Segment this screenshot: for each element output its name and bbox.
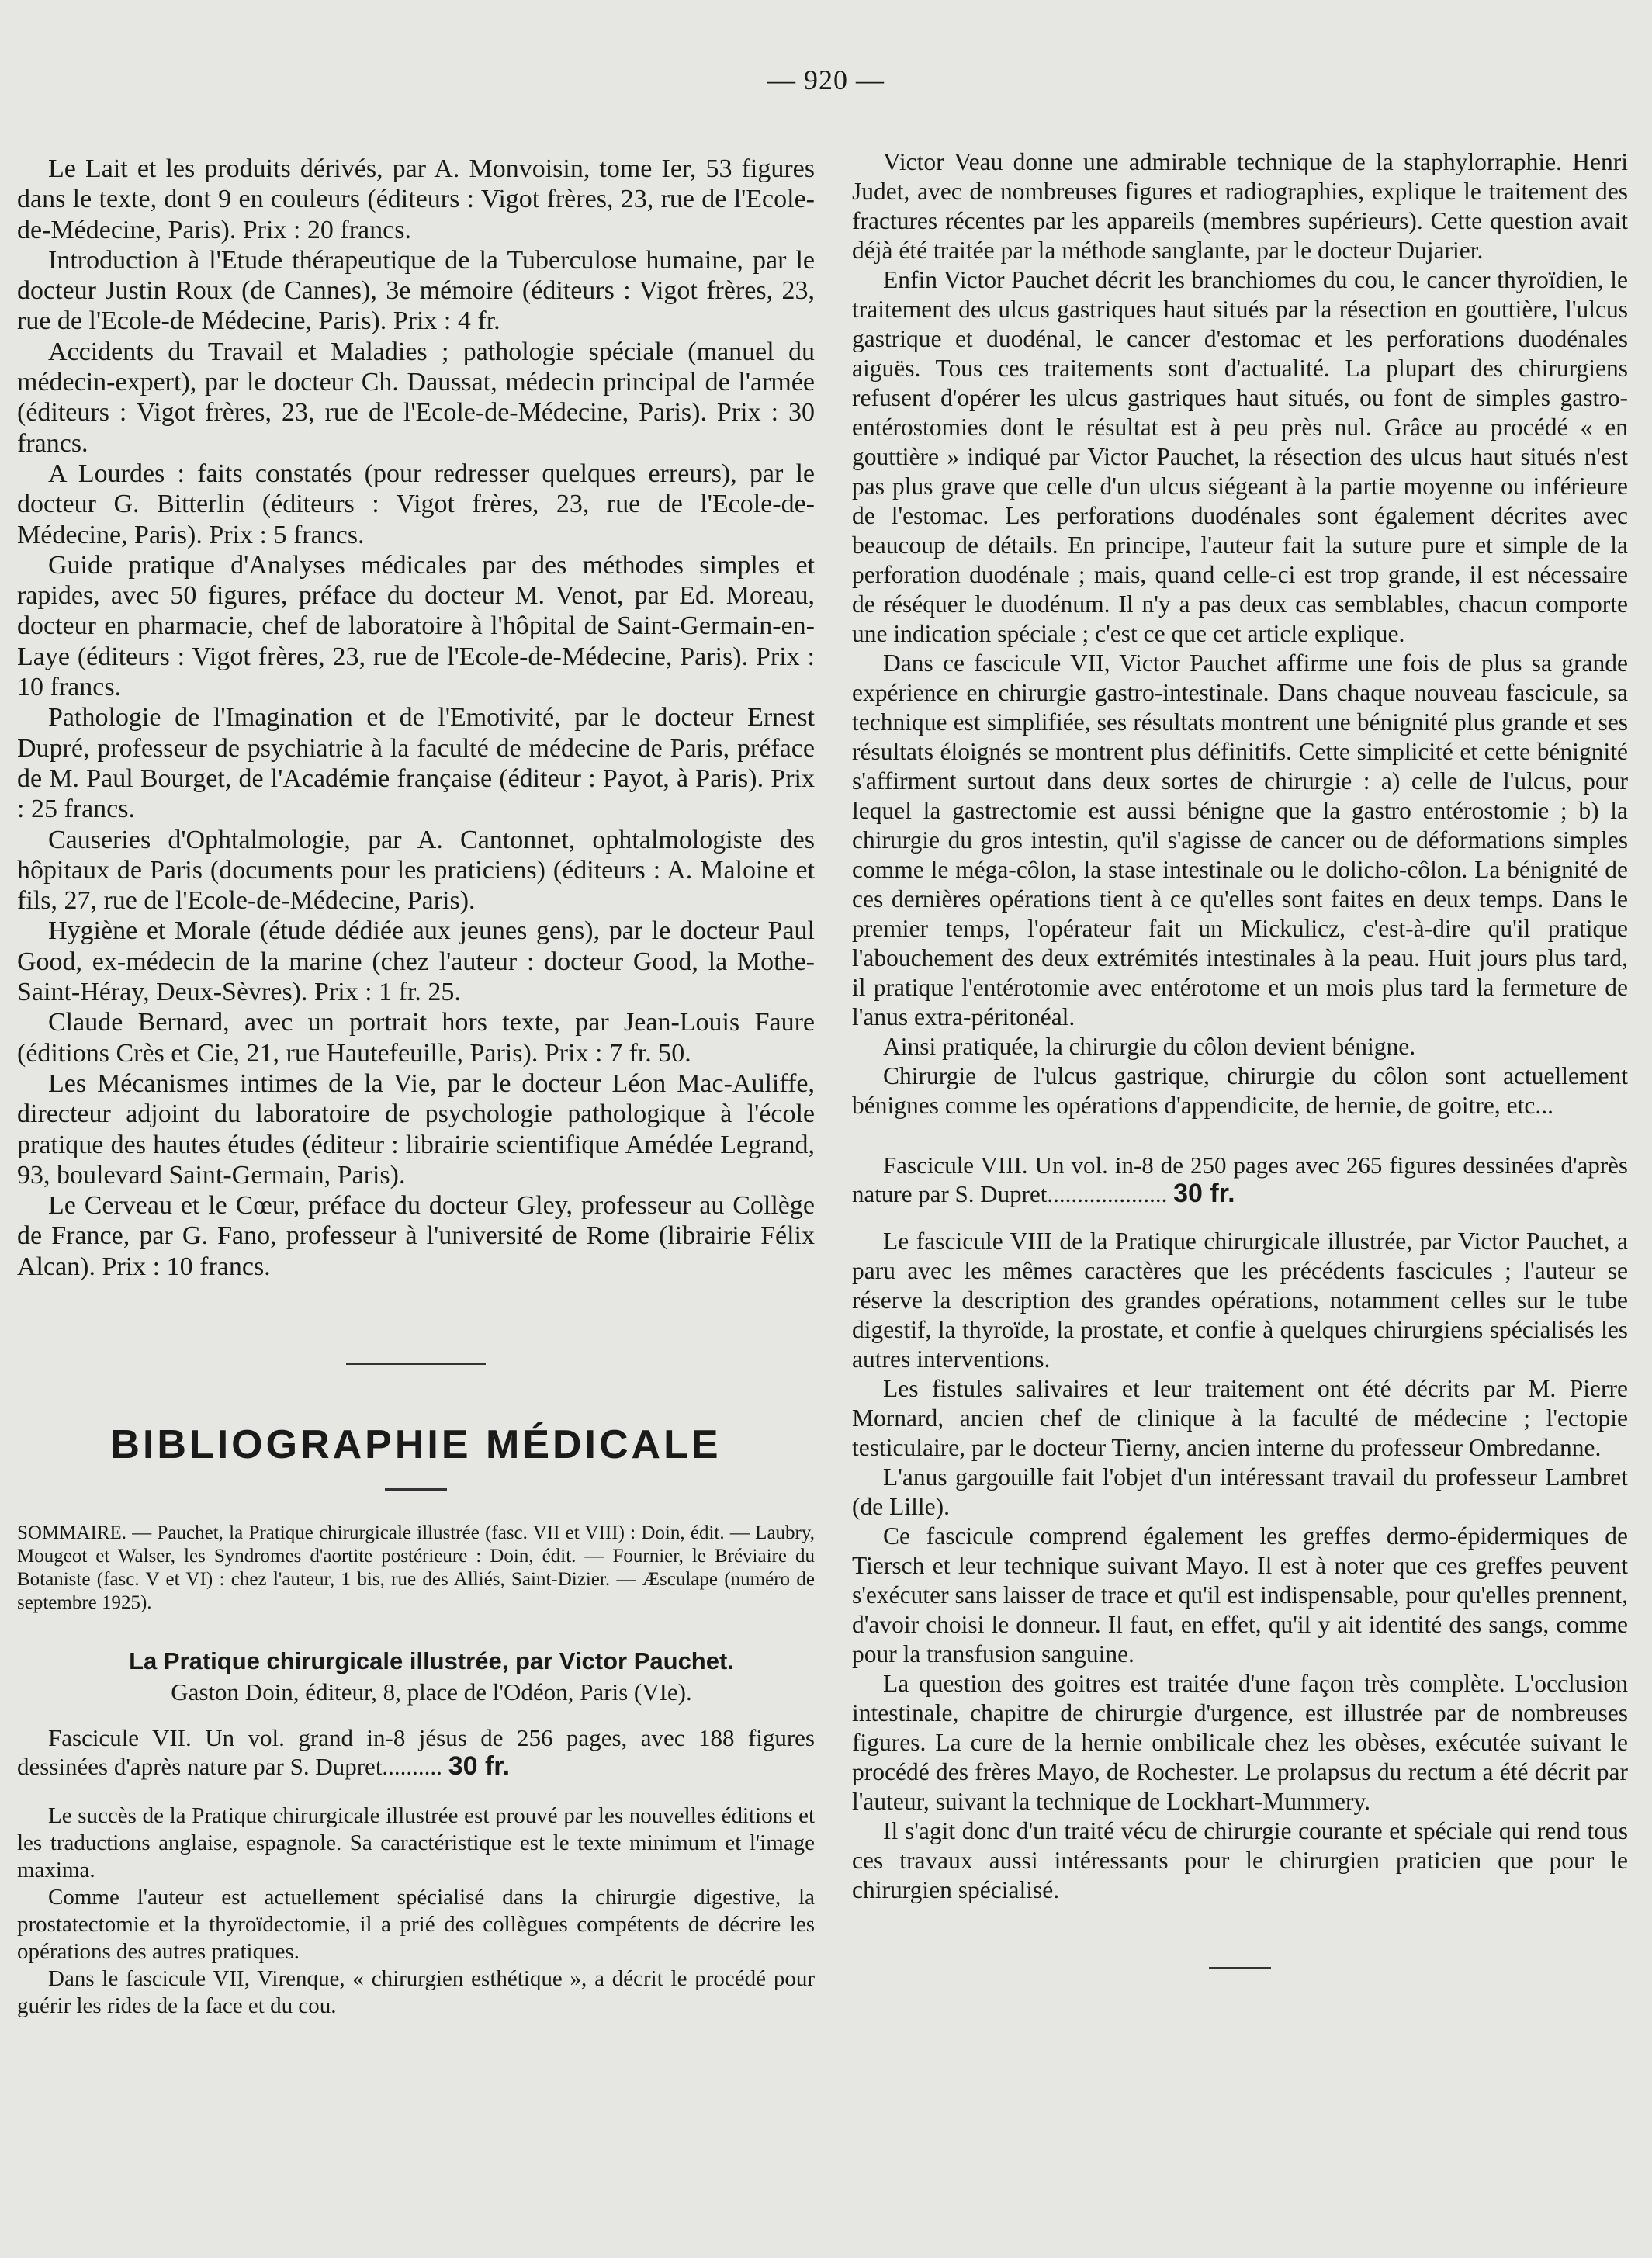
bibliography-entry: Les Mécanismes intimes de la Vie, par le docteur Léon Mac-Auliffe, directeur adjoint du laboratoire de psychologie pathologique à l'école pratique des hautes études (éditeur : librairie scientifique Amédée Legrand, 93, boulevard Saint-Germain, Paris). xyxy=(17,1068,815,1190)
review-paragraph: Ce fascicule comprend également les greffes dermo-épidermiques de Tiersch et leur technique suivant Mayo. Il est à noter que ces greffes peuvent s'exécuter sans laisser de trace et qu'il est indispensable, pour qu'elles prennent, d'avoir choisi le donneur. Il faut, en effet, qu'il y ait identité des sangs, comme pour la transfusion sanguine. xyxy=(852,1522,1628,1668)
review-paragraph: Le succès de la Pratique chirurgicale illustrée est prouvé par les nouvelles éditions et les traductions anglaise, espagnole. Sa caractéristique est le texte minimum et l'image maxima. xyxy=(17,1803,815,1882)
section-title: BIBLIOGRAPHIE MÉDICALE xyxy=(110,1422,722,1467)
sommaire: SOMMAIRE. — Pauchet, la Pratique chirurgicale illustrée (fasc. VII et VIII) : Doin, édit. — Laubry, Mougeot et Walser, les Syndromes d'aortite postérieure : Doin, édit. — Fournier, le Bréviaire du Botaniste (fasc. V et VI) : chez l'auteur, 1 bis, rue des Alliés, Saint-Dizier. — Æsculape (numéro de septembre 1925). xyxy=(17,1522,815,1614)
bibliography-entry: Le Cerveau et le Cœur, préface du docteur Gley, professeur au Collège de France, par G. Fano, professeur à l'université de Rome (librairie Félix Alcan). Prix : 10 francs. xyxy=(17,1191,815,1281)
review-paragraph: Dans ce fascicule VII, Victor Pauchet affirme une fois de plus sa grande expérience en chirurgie gastro-intestinale. Dans chaque nouveau fascicule, sa technique est simplifiée, ses résultats montrent une bénignité plus grande et ses résultats éloignés se montrent plus définitifs. Cette simplicité et cette bénignité s'affirment surtout dans deux sortes de chirurgie : a) celle de l'ulcus, pour lequel la gastrectomie est aussi bénigne que la gastro entérostomie ; b) la chirurgie du gros intestin, qu'il s'agisse de cancer ou de déformations simples comme le méga-côlon, la stase intestinale ou le dolicho-côlon. La bénignité de ces dernières opérations tient à ce qu'elles sont faites en deux temps. Dans le premier temps, l'opérateur fait un Mickulicz, c'est-à-dire qu'il pratique l'abouchement des deux extrémités intestinales à la peau. Huit jours plus tard, il pratique l'entérotomie avec entérotome et un mois plus tard la fermeture de l'anus extra-péritonéal. xyxy=(852,649,1628,1030)
bibliography-entry: Claude Bernard, avec un portrait hors texte, par Jean-Louis Faure (éditions Crès et Cie, 21, rue Hautefeuille, Paris). Prix : 7 fr. 50. xyxy=(17,1008,815,1068)
page-number: — 920 — xyxy=(767,64,885,95)
fascicule-viii-description xyxy=(852,1152,1628,1208)
book-title: La Pratique chirurgicale illustrée, par Victor Pauchet. xyxy=(129,1647,734,1675)
bibliography-entry: A Lourdes : faits constatés (pour redresser quelques erreurs), par le docteur G. Bitterlin (éditeurs : Vigot frères, 23, rue de l'Ecole-de-Médecine, Paris). Prix : 5 francs. xyxy=(17,459,815,549)
bibliography-entry: Guide pratique d'Analyses médicales par des méthodes simples et rapides, avec 50 figures, préface du docteur M. Venot, par Ed. Moreau, docteur en pharmacie, chef de laboratoire à l'hôpital de Saint-Germain-en-Laye (éditeurs : Vigot frères, 23, rue de l'Ecole-de-Médecine, Paris). Prix : 10 francs. xyxy=(17,550,815,702)
bibliography-entry: Accidents du Travail et Maladies ; pathologie spéciale (manuel du médecin-expert), par le docteur Ch. Daussat, médecin principal de l'armée (éditeurs : Vigot frères, 23, rue de l'Ecole-de-Médecine, Paris). Prix : 30 francs. xyxy=(17,337,815,458)
review-paragraph: Le fascicule VIII de la Pratique chirurgicale illustrée, par Victor Pauchet, a paru avec les mêmes caractères que les précédents fascicules ; l'auteur se réserve la description des grandes opérations, notamment celles sur le tube digestif, la thyroïde, la prostate, et confie à quelques chirurgiens spécialisés les autres interventions. xyxy=(852,1228,1628,1373)
bibliography-entry: Causeries d'Ophtalmologie, par A. Cantonnet, ophtalmologiste des hôpitaux de Paris (documents pour les praticiens) (éditeurs : A. Maloine et fils, 27, rue de l'Ecole-de-Médecine, Paris). xyxy=(17,825,815,916)
fascicule-viii-price: 30 fr. xyxy=(1173,1179,1235,1208)
fascicule-vii-description xyxy=(17,1724,815,1781)
review-paragraph: Ainsi pratiquée, la chirurgie du côlon devient bénigne. xyxy=(883,1033,1416,1060)
review-paragraph: Comme l'auteur est actuellement spécialisé dans la chirurgie digestive, la prostatectomie et la thyroïdectomie, il a prié des collègues compétents de décrire les opérations des autres pratiques. xyxy=(17,1884,815,1964)
fascicule-viii-text: Fascicule VIII. Un vol. in-8 de 250 pages avec 265 figures dessinées d'après nature par S. Dupret.................... xyxy=(852,1152,1628,1207)
bibliography-entry: Le Lait et les produits dérivés, par A. Monvoisin, tome Ier, 53 figures dans le texte, dont 9 en couleurs (éditeurs : Vigot frères, 23, rue de l'Ecole-de-Médecine, Paris). Prix : 20 francs. xyxy=(17,154,815,244)
review-paragraph: Les fistules salivaires et leur traitement ont été décrits par M. Pierre Mornard, ancien chef de clinique à la faculté de médecine ; l'ectopie testiculaire, par le docteur Tierny, ancien interne du professeur Ombredanne. xyxy=(852,1375,1628,1461)
fascicule-vii-price: 30 fr. xyxy=(448,1751,511,1781)
review-paragraph: Il s'agit donc d'un traité vécu de chirurgie courante et spéciale qui rend tous ces travaux aussi intéressants pour le chirurgien praticien que pour le chirurgien spécialisé. xyxy=(852,1817,1628,1903)
bibliography-entry: Pathologie de l'Imagination et de l'Emotivité, par le docteur Ernest Dupré, professeur de psychiatrie à la faculté de médecine de Paris, préface de M. Paul Bourget, de l'Académie française (éditeur : Payot, à Paris). Prix : 25 francs. xyxy=(17,703,815,824)
bibliography-entry: Hygiène et Morale (étude dédiée aux jeunes gens), par le docteur Paul Good, ex-médecin de la marine (chez l'auteur : docteur Good, la Mothe-Saint-Héray, Deux-Sèvres). Prix : 1 fr. 25. xyxy=(17,916,815,1007)
review-paragraph: Victor Veau donne une admirable technique de la staphylorraphie. Henri Judet, avec de nombreuses figures et radiographies, explique le traitement des fractures récentes par les appareils (membres supérieurs). Cette question avait déjà été traitée par la méthode sanglante, par le docteur Dujarier. xyxy=(852,148,1628,264)
book-publisher: Gaston Doin, éditeur, 8, place de l'Odéon, Paris (VIe). xyxy=(171,1678,692,1706)
bibliography-entry: Introduction à l'Etude thérapeutique de la Tuberculose humaine, par le docteur Justin Roux (de Cannes), 3e mémoire (éditeurs : Vigot frères, 23, rue de l'Ecole-de Médecine, Paris). Prix : 4 fr. xyxy=(17,245,815,336)
end-divider xyxy=(1209,1967,1271,1969)
left-column xyxy=(17,154,815,2020)
review-paragraph: Enfin Victor Pauchet décrit les branchiomes du cou, le cancer thyroïdien, le traitement des ulcus gastriques haut situés par la résection en gouttière, l'ulcus gastrique et duodénal, le cancer d'estomac et les perforations duodénales aiguës. Tous ces traitements sont d'actualité. La plupart des chirurgiens refusent d'opérer les ulcus gastriques haut situés, ou font de simples gastro-entérostomies dont le résultat est à peu près nul. Grâce au procédé « en gouttière » indiqué par Victor Pauchet, la résection des ulcus haut situés n'est pas plus grave que celle d'un ulcus siégeant à la partie moyenne ou inférieure de l'estomac. Les perforations duodénales sont également décrites avec beaucoup de détails. En principe, l'auteur fait la suture pure et simple de la perforation duodénale ; mais, quand celle-ci est trop grande, il est nécessaire de réséquer le duodénum. Il n'y a pas deux cas semblables, chacun comporte une indication spéciale ; c'est ce que cet article explique. xyxy=(852,266,1628,647)
review-paragraph: L'anus gargouille fait l'objet d'un intéressant travail du professeur Lambret (de Lille). xyxy=(852,1463,1628,1520)
right-column xyxy=(852,147,1628,1969)
review-paragraph: Chirurgie de l'ulcus gastrique, chirurgie du côlon sont actuellement bénignes comme les opérations d'appendicite, de hernie, de goitre, etc... xyxy=(852,1062,1628,1119)
fascicule-vii-text: Fascicule VII. Un vol. grand in-8 jésus de 256 pages, avec 188 figures dessinées d'après nature par S. Dupret.......... xyxy=(17,1723,815,1780)
review-paragraph: Dans le fascicule VII, Virenque, « chirurgien esthétique », a décrit le procédé pour guérir les rides de la face et du cou. xyxy=(17,1965,815,2018)
review-paragraph: La question des goitres est traitée d'une façon très complète. L'occlusion intestinale, chapitre de chirurgie d'urgence, est illustrée par de nombreuses figures. La cure de la hernie ombilicale chez les obèses, exécutée suivant le procédé des frères Mayo, de Rochester. Le prolapsus du rectum a été décrit par l'auteur, suivant la technique de Lockhart-Mummery. xyxy=(852,1670,1628,1815)
